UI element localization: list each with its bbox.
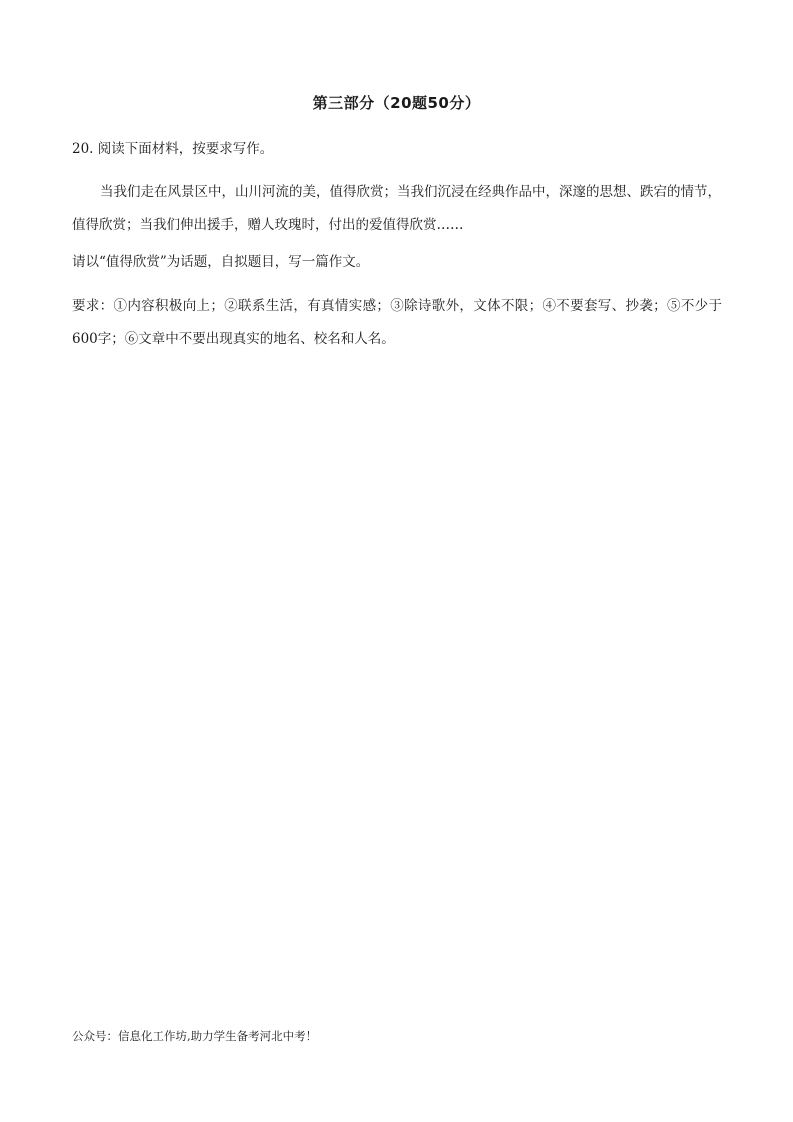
section-title: 第三部分（20题50分） — [312, 94, 481, 112]
footer-note: 公众号：信息化工作坊,助力学生备考河北中考！ — [72, 1029, 318, 1043]
reading-material: 当我们走在风景区中，山川河流的美，值得欣赏；当我们沉浸在经典作品中，深邃的思想、跌宕的情节，值得欣赏；当我们伸出援手，赠人玫瑰时，付出的爱值得欣赏…… — [72, 184, 721, 233]
writing-requirements: 要求：①内容积极向上；②联系生活，有真情实感；③除诗歌外，文体不限；④不要套写、抄袭；⑤不少于600字；⑥文章中不要出现真实的地名、校名和人名。 — [72, 298, 722, 347]
question-instruction: 20. 阅读下面材料，按要求写作。 — [72, 141, 274, 157]
writing-prompt: 请以“值得欣赏”为话题，自拟题目，写一篇作文。 — [72, 254, 370, 270]
